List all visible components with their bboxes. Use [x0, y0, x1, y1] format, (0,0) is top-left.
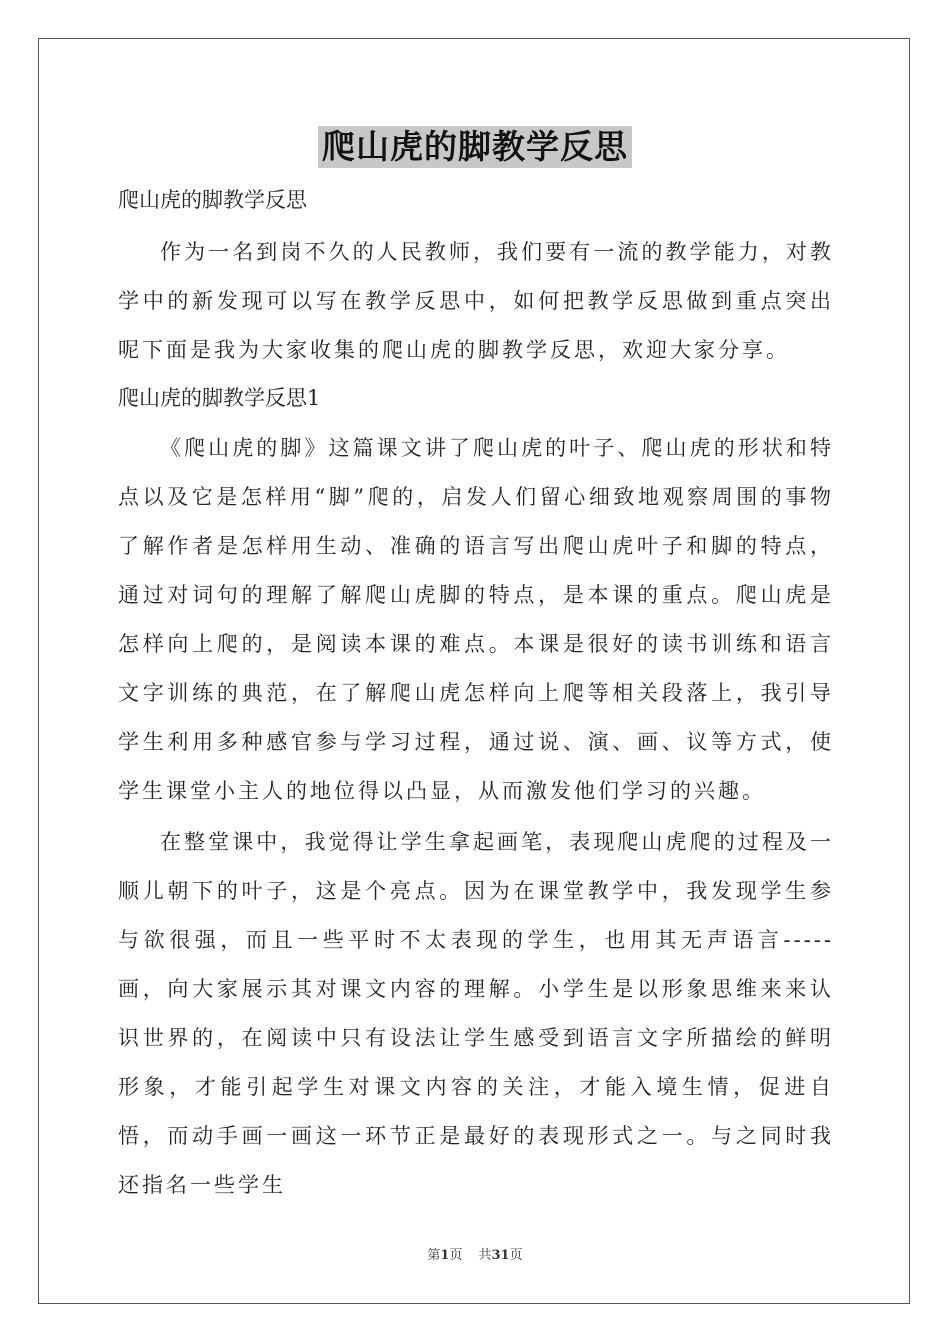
total-pages: 31 [491, 1248, 510, 1263]
section-heading: 爬山虎的脚教学反思1 [118, 386, 321, 410]
body-paragraph-1: 《爬山虎的脚》这篇课文讲了爬山虎的叶子、爬山虎的形状和特点以及它是怎样用“脚”爬的，启发人们留心细致地观察周围的事物了解作者是怎样用生动、准确的语言写出爬山虎叶子和脚的特点，通过对词句的理解了解爬山虎脚的特点，是本课的重点。爬山虎是怎样向上爬的，是阅读本课的难点。本课是很好的读书训练和语言文字训练的典范，在了解爬山虎怎样向上爬等相关段落上，我引导学生利用多种感官参与学习过程，通过说、演、画、议等方式，使学生课堂小主人的地位得以凸显，从而激发他们学习的兴趣。 [118, 436, 834, 803]
title-container [0, 126, 950, 168]
page-prefix: 第 [427, 1248, 441, 1263]
document-subtitle: 爬山虎的脚教学反思 [118, 188, 307, 212]
page-number: 1 [440, 1248, 450, 1263]
page-suffix: 页 [449, 1248, 463, 1263]
total-prefix: 共 [478, 1248, 492, 1263]
total-suffix: 页 [509, 1248, 523, 1263]
body-paragraph-2: 在整堂课中，我觉得让学生拿起画笔，表现爬山虎爬的过程及一顺儿朝下的叶子，这是个亮点。因为在课堂教学中，我发现学生参与欲很强，而且一些平时不太表现的学生，也用其无声语言-----画，向大家展示其对课文内容的理解。小学生是以形象思维来来认识世界的，在阅读中只有设法让学生感受到语言文字所描绘的鲜明形象，才能引起学生对课文内容的关注，才能入境生情，促进自悟，而动手画一画这一环节正是最好的表现形式之一。与之同时我还指名一些学生 [118, 830, 834, 1197]
document-title: 爬山虎的脚教学反思 [318, 126, 632, 168]
page-footer [0, 1244, 950, 1263]
intro-paragraph: 作为一名到岗不久的人民教师，我们要有一流的教学能力，对教学中的新发现可以写在教学反思中，如何把教学反思做到重点突出呢下面是我为大家收集的爬山虎的脚教学反思，欢迎大家分享。 [118, 240, 834, 362]
